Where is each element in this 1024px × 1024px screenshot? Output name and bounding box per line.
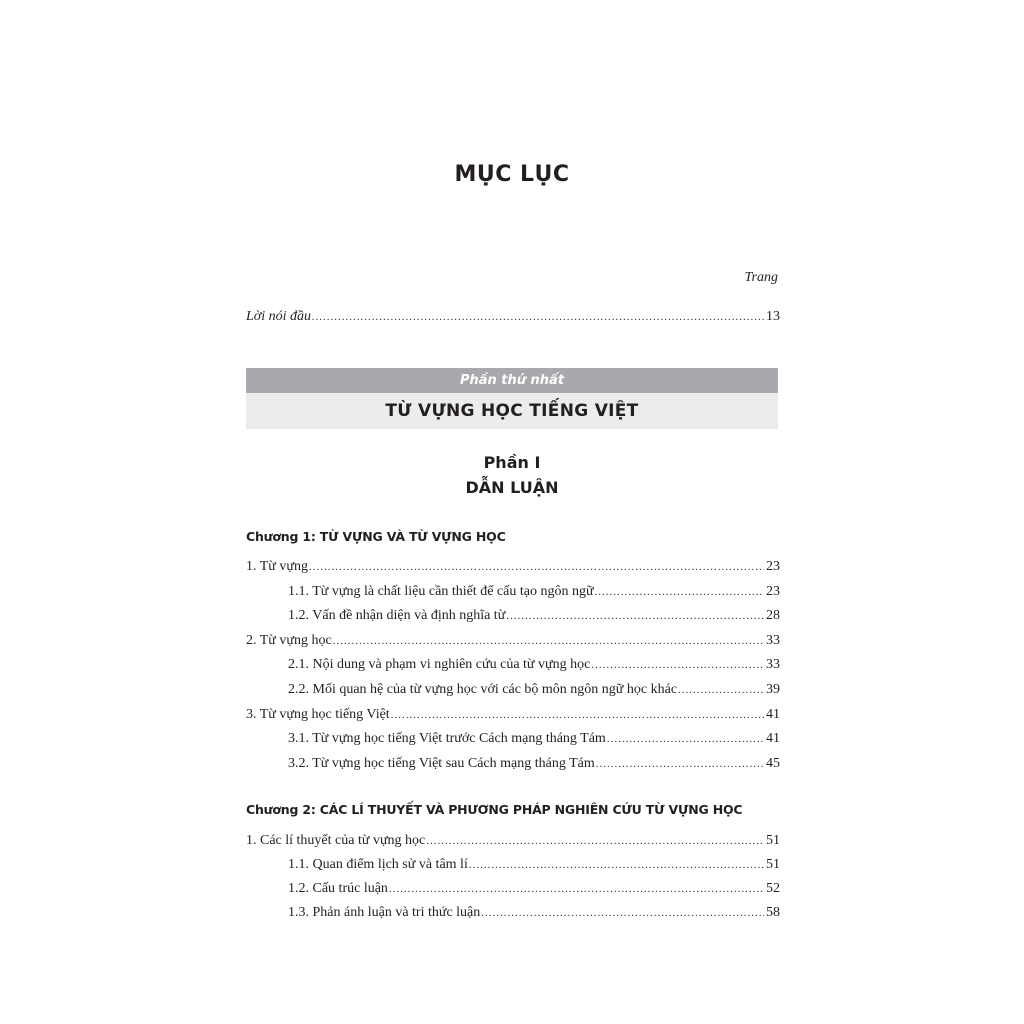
part-title: TỪ VỰNG HỌC TIẾNG VIỆT [246,393,778,429]
dot-leader [678,681,764,699]
section-heading-line1: Phần I [483,453,541,472]
chapter-title: Chương 2: CÁC LÍ THUYẾT VÀ PHƯƠNG PHÁP NGHIÊN CỨU TỪ VỰNG HỌC [246,802,743,817]
toc-entry [288,583,780,601]
toc-entry-page: 51 [766,857,780,872]
dot-leader [426,832,764,850]
toc-entry [288,904,780,922]
toc-entry [246,706,780,724]
dot-leader [469,856,764,874]
dot-leader [481,904,764,922]
toc-entry [288,681,780,699]
toc-entry-page: 28 [766,608,780,623]
section-heading-line2: DẪN LUẬN [465,478,559,497]
dot-leader [591,656,764,674]
toc-entry [288,656,780,674]
toc-entry-label: 3.2. Từ vựng học tiếng Việt sau Cách mạng tháng Tám [288,756,595,771]
dot-leader [607,730,764,748]
toc-entry-page: 52 [766,881,780,896]
toc-entry-label: 1. Các lí thuyết của từ vựng học [246,833,426,848]
dot-leader [333,632,764,650]
toc-entry-label: Lời nói đầu [246,309,312,324]
toc-entry [246,832,780,850]
toc-entry-label: 1.2. Cấu trúc luận [288,881,388,896]
toc-entry-preface [246,308,780,326]
toc-entry-label: 3.1. Từ vựng học tiếng Việt trước Cách mạng tháng Tám [288,731,606,746]
dot-leader [389,880,764,898]
dot-leader [595,583,764,601]
toc-entry-label: 2.2. Mối quan hệ của từ vựng học với các bộ môn ngôn ngữ học khác [288,682,678,697]
dot-leader [312,308,764,326]
toc-entry-label: 1.3. Phản ánh luận và tri thức luận [288,905,481,920]
toc-entry-page: 41 [766,731,780,746]
toc-entry-page: 23 [766,584,780,599]
toc-entry [246,558,780,576]
toc-entry [288,730,780,748]
chapter-title: Chương 1: TỪ VỰNG VÀ TỪ VỰNG HỌC [246,529,506,544]
toc-entry-page: 45 [766,756,780,771]
toc-entry-page: 39 [766,682,780,697]
page-column-label: Trang [744,270,778,285]
toc-entry [288,607,780,625]
dot-leader [309,558,764,576]
toc-entry-label: 2.1. Nội dung và phạm vi nghiên cứu của từ vựng học [288,657,591,672]
toc-entry-label: 2. Từ vựng học [246,633,332,648]
dot-leader [506,607,764,625]
dot-leader [596,755,764,773]
toc-entry [288,880,780,898]
part-subtitle: Phần thứ nhất [246,368,778,393]
toc-entry [246,632,780,650]
toc-entry-page: 51 [766,833,780,848]
toc-entry-page: 13 [766,309,780,324]
toc-entry-label: 1.2. Vấn đề nhận diện và định nghĩa từ [288,608,506,623]
dot-leader [391,706,764,724]
toc-entry [288,755,780,773]
toc-entry-page: 58 [766,905,780,920]
toc-entry-label: 3. Từ vựng học tiếng Việt [246,707,390,722]
toc-entry-page: 33 [766,633,780,648]
toc-entry-page: 23 [766,559,780,574]
toc-entry [288,856,780,874]
toc-entry-label: 1. Từ vựng [246,559,308,574]
page-title: MỤC LỤC [454,162,570,187]
toc-entry-label: 1.1. Từ vựng là chất liệu cần thiết để cấu tạo ngôn ngữ [288,584,594,599]
toc-entry-page: 41 [766,707,780,722]
toc-entry-label: 1.1. Quan điểm lịch sử và tâm lí [288,857,468,872]
toc-entry-page: 33 [766,657,780,672]
